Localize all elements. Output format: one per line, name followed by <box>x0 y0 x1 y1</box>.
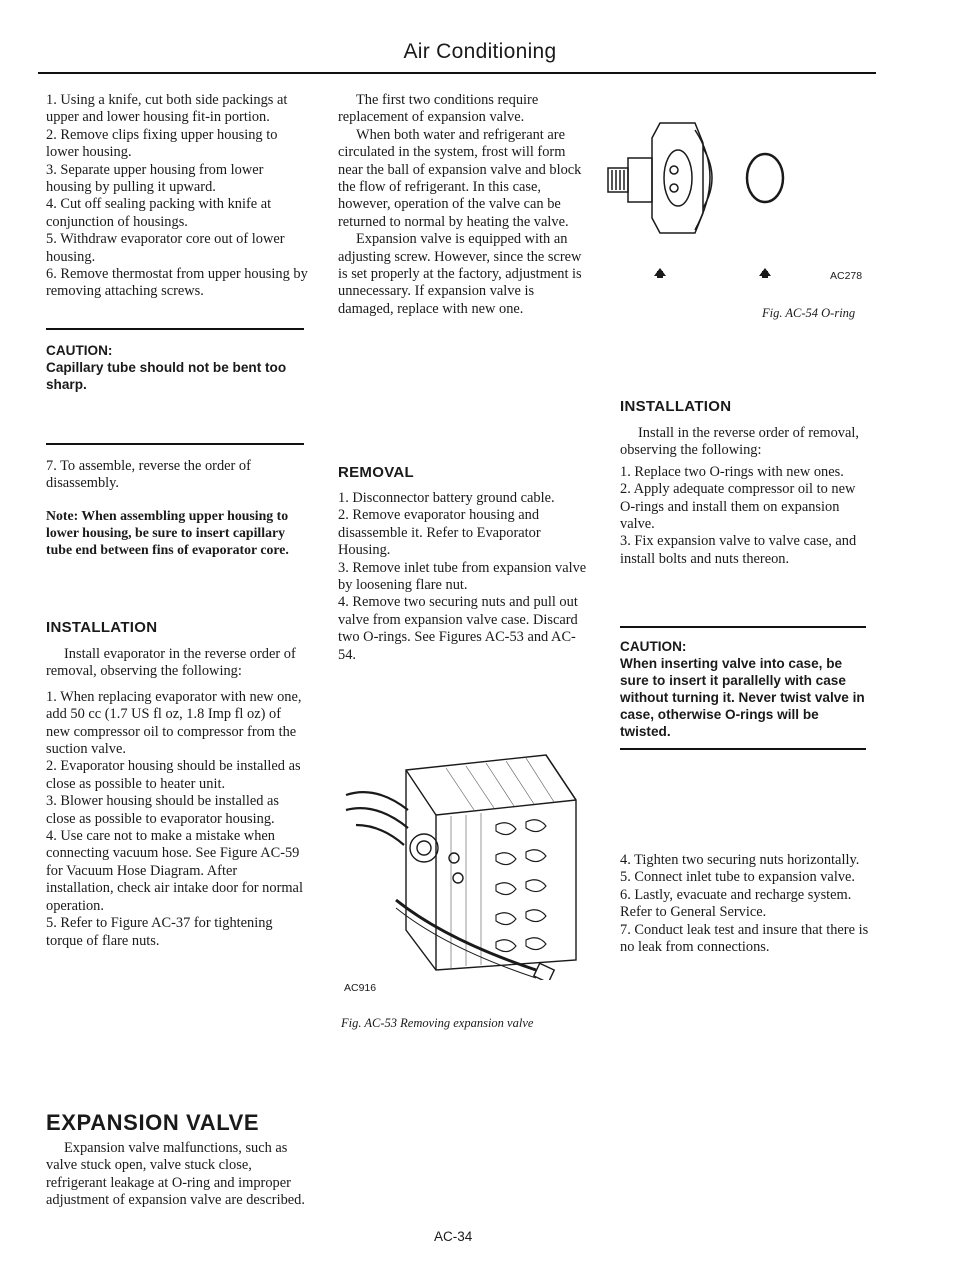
valve-step-4: 4. Tighten two securing nuts horizontally. <box>620 852 860 868</box>
step-2: 2. Remove clips fixing upper housing to lower housing. <box>46 126 278 161</box>
step-7: 7. To assemble, reverse the order of disassembly. <box>46 458 251 492</box>
expansion-valve-intro <box>46 1140 308 1210</box>
caution-box-2 <box>620 638 870 740</box>
column-2 <box>338 92 588 318</box>
installation-body <box>46 646 308 950</box>
caution-title: CAUTION: <box>46 343 113 358</box>
caution-text: Capillary tube should not be bent too sharp. <box>46 360 287 392</box>
valve-step-3: 3. Fix expansion valve to valve case, and install bolts and nuts thereon. <box>620 533 857 567</box>
install-step-1: 1. When replacing evaporator with new one, add 50 cc (1.7 US fl oz, 1.8 Imp fl oz) of new compressor oil to compressor from the suction valve. <box>46 688 302 758</box>
adjusting-screw-paragraph: Expansion valve is equipped with an adjusting screw. However, since the screw is set properly at the factory, adjustment is unnecessary. If expansion valve is damaged, replace with new one. <box>338 231 582 317</box>
o-ring-figure <box>600 108 790 278</box>
caution-title-2: CAUTION: <box>620 639 687 654</box>
removal-steps <box>338 490 588 664</box>
install-step-5: 5. Refer to Figure AC-37 for tightening torque of flare nuts. <box>46 915 273 949</box>
figure-code-ac278: AC278 <box>830 270 863 282</box>
installation-body-2 <box>620 425 870 568</box>
valve-step-7: 7. Conduct leak test and insure that there is no leak from connections. <box>620 921 869 956</box>
o-ring-icon <box>747 154 783 202</box>
column-1 <box>46 92 308 301</box>
installation-intro: Install evaporator in the reverse order of removal, observing the following: <box>46 646 296 680</box>
caution-rule-top <box>46 328 304 330</box>
installation-steps-continued <box>620 852 870 956</box>
install-step-2: 2. Evaporator housing should be installed as close as possible to heater unit. <box>46 758 301 792</box>
removal-heading: REMOVAL <box>338 464 414 481</box>
step-4: 4. Cut off sealing packing with knife at conjunction of housings. <box>46 196 272 230</box>
expansion-valve-text: Expansion valve malfunctions, such as valve stuck open, valve stuck close, refrigerant leakage at O-ring and improper adjustment of expansion valve are described. <box>46 1140 305 1209</box>
valve-step-6: 6. Lastly, evacuate and recharge system. Refer to General Service. <box>620 886 852 921</box>
install-step-3: 3. Blower housing should be installed as close as possible to evaporator housing. <box>46 793 280 827</box>
caution-text-2: When inserting valve into case, be sure to insert it parallelly with case without turning it. Never twist valve in case, otherwise O-rings will be twisted. <box>620 656 865 739</box>
valve-step-2: 2. Apply adequate compressor oil to new O-rings and install them on expansion valve. <box>620 481 856 533</box>
step-5: 5. Withdraw evaporator core out of lower housing. <box>46 231 285 265</box>
removal-step-2: 2. Remove evaporator housing and disassemble it. Refer to Evaporator Housing. <box>338 507 541 559</box>
valve-step-1: 1. Replace two O-rings with new ones. <box>620 463 844 480</box>
caution-box <box>46 342 308 393</box>
step-3: 3. Separate upper housing from lower housing by pulling it upward. <box>46 161 264 196</box>
replacement-paragraph: The first two conditions require replacement of expansion valve. <box>338 92 539 126</box>
frost-paragraph: When both water and refrigerant are circulated in the system, frost will form near the ball of expansion valve and block the flow of refrigerant. In this case, however, operation of the valve can be returned to normal by heating the valve. <box>338 126 582 230</box>
removal-step-1: 1. Disconnector battery ground cable. <box>338 490 555 506</box>
caution-rule-bottom <box>46 443 304 445</box>
page-number: AC-34 <box>434 1229 473 1244</box>
installation-intro-2: Install in the reverse order of removal, observing the following: <box>620 425 859 459</box>
step-1: 1. Using a knife, cut both side packings at upper and lower housing fit-in portion. <box>46 92 288 126</box>
page-title: Air Conditioning <box>403 40 557 63</box>
assembly-note: Note: When assembling upper housing to lower housing, be sure to insert capillary tube end between fins of evaporator core. <box>46 507 289 557</box>
column-1-continued <box>46 458 308 558</box>
caution-rule-bottom-2 <box>620 748 866 750</box>
install-step-4: 4. Use care not to make a mistake when connecting vacuum hose. See Figure AC-59 for Vacuum Hose Diagram. After installation, check air intake door for normal operation. <box>46 828 303 914</box>
figure-code-ac916: AC916 <box>344 982 377 994</box>
figure-caption-ac53: Fig. AC-53 Removing expansion valve <box>341 1016 534 1030</box>
header-divider <box>38 72 876 74</box>
caution-rule-top-2 <box>620 626 866 628</box>
installation-heading: INSTALLATION <box>46 619 158 636</box>
removal-step-4: 4. Remove two securing nuts and pull out valve from expansion valve case. Discard two O-rings. See Figures AC-53 and AC-54. <box>338 594 578 663</box>
removal-step-3: 3. Remove inlet tube from expansion valve by loosening flare nut. <box>338 559 587 594</box>
step-6: 6. Remove thermostat from upper housing by removing attaching screws. <box>46 266 308 300</box>
valve-step-5: 5. Connect inlet tube to expansion valve. <box>620 869 855 886</box>
installation-heading-2: INSTALLATION <box>620 398 732 415</box>
evaporator-figure <box>336 730 586 980</box>
expansion-valve-heading: EXPANSION VALVE <box>46 1110 260 1135</box>
figure-caption-ac54: Fig. AC-54 O-ring <box>762 306 856 320</box>
